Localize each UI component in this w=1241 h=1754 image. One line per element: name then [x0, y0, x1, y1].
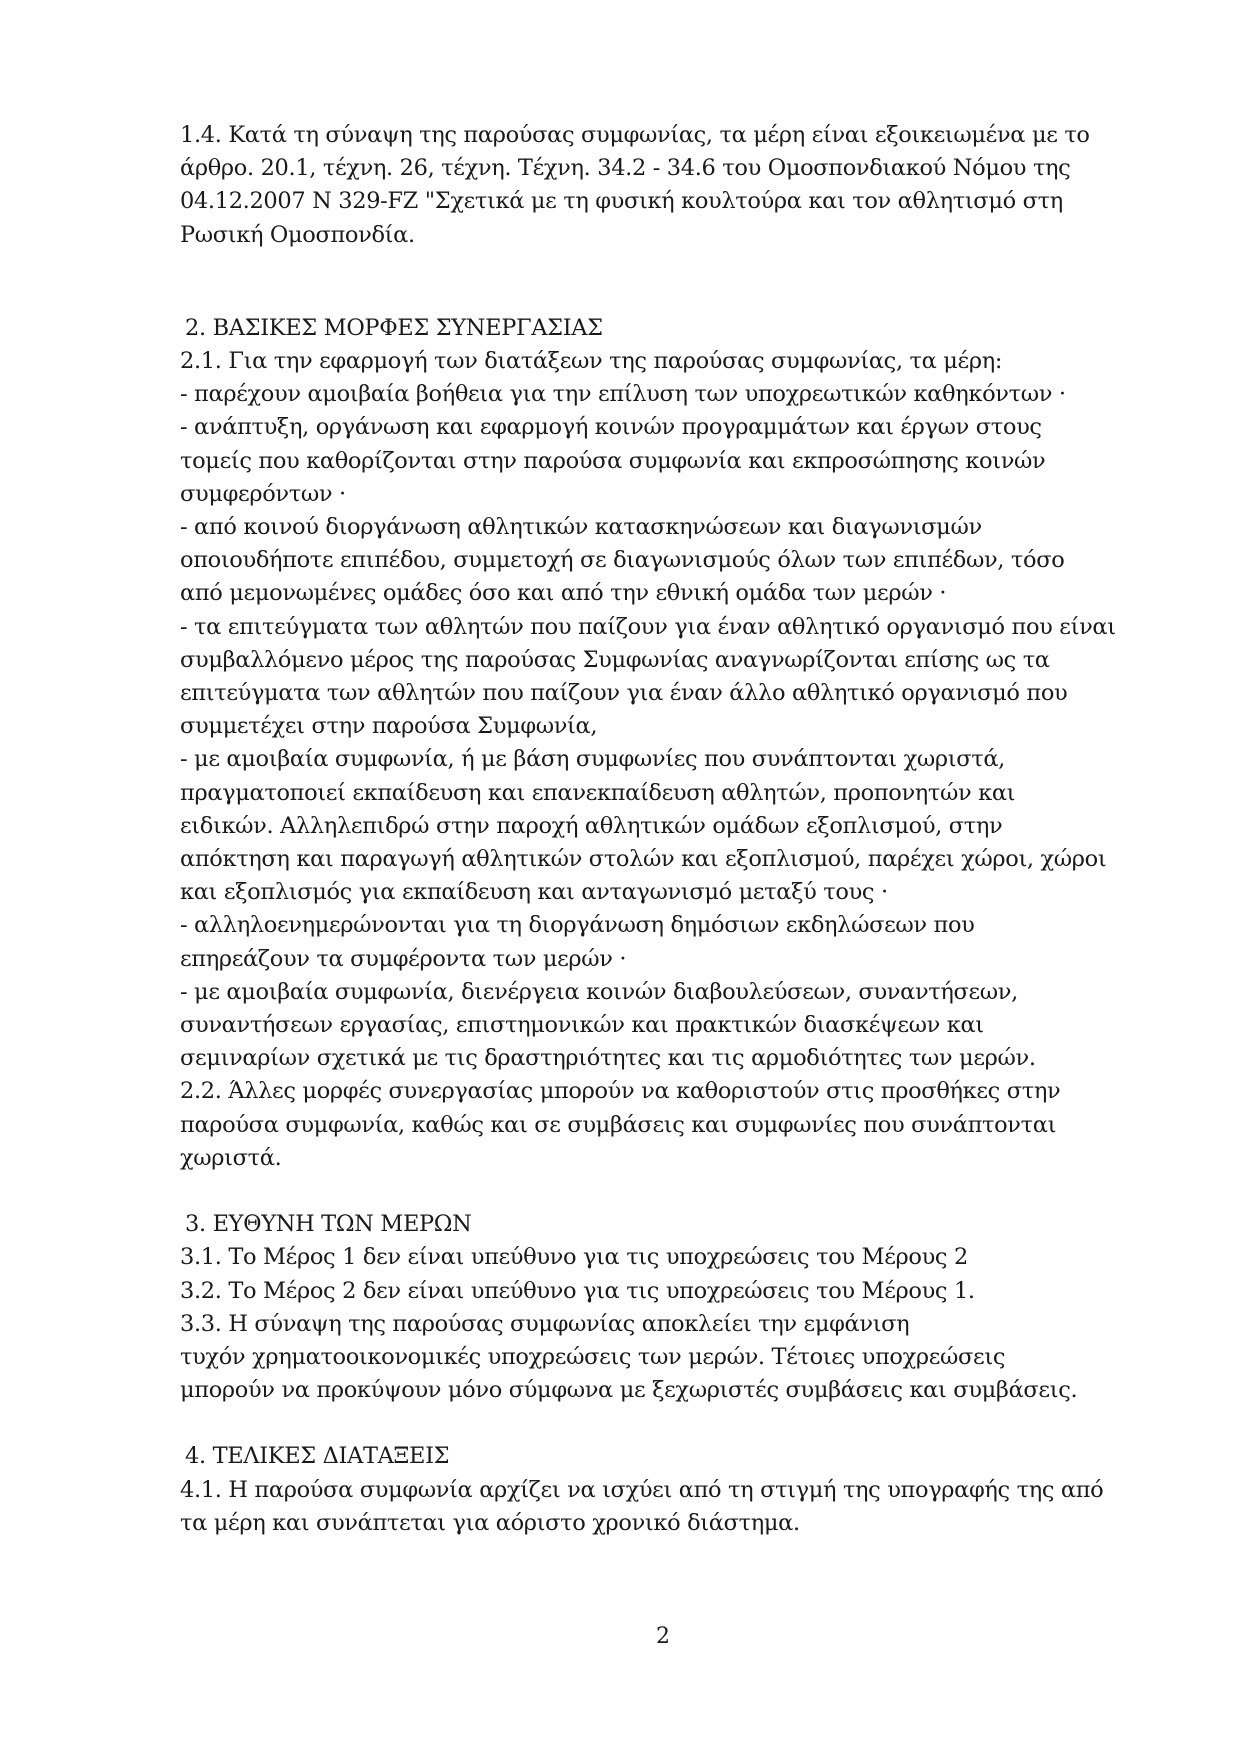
text-line: συμφερόντων · — [180, 480, 346, 507]
text-line: οποιουδήποτε επιπέδου, συμμετοχή σε διαγωνισμούς όλων των επιπέδων, τόσο — [180, 547, 1065, 574]
spacer — [180, 1407, 1160, 1440]
text-line: 1.4. Κατά τη σύναψη της παρούσας συμφωνίας, τα μέρη είναι εξοικειωμένα με το — [180, 122, 1090, 148]
text-line: - παρέχουν αμοιβαία βοήθεια για την επίλυση των υποχρεωτικών καθηκόντων · — [180, 381, 1066, 408]
text-line: συμμετέχει στην παρούσα Συμφωνία, — [180, 713, 598, 740]
section-3 — [180, 1208, 1160, 1407]
text-line: 2.1. Για την εφαρμογή των διατάξεων της παρούσας συμφωνίας, τα μέρη: — [180, 348, 1003, 375]
spacer — [180, 252, 1160, 312]
text-line: τυχόν χρηματοοικονομικές υποχρεώσεις των μερών. Τέτοιες υποχρεώσεις — [180, 1343, 1006, 1370]
section-heading: 2. ΒΑΣΙΚΕΣ ΜΟΡΦΕΣ ΣΥΝΕΡΓΑΣΙΑΣ — [185, 314, 603, 341]
paragraph-1-4 — [180, 119, 1160, 252]
text-line: 3.3. Η σύναψη της παρούσας συμφωνίας αποκλείει την εμφάνιση — [180, 1310, 910, 1337]
text-line: επιτεύγματα των αθλητών που παίζουν για έναν άλλο αθλητικό οργανισμό που — [180, 680, 1068, 707]
page-number: 2 — [656, 1624, 670, 1649]
text-line: 3.1. Το Μέρος 1 δεν είναι υπεύθυνο για τις υποχρεώσεις του Μέρους 2 — [180, 1244, 968, 1271]
text-line: ειδικών. Αλληλεπιδρώ στην παροχή αθλητικών ομάδων εξοπλισμού, στην — [180, 812, 1003, 839]
text-line: συμβαλλόμενο μέρος της παρούσας Συμφωνίας αναγνωρίζονται επίσης ως τα — [180, 646, 1050, 673]
document-body — [180, 119, 1160, 1540]
section-heading: 3. ΕΥΘΥΝΗ ΤΩΝ ΜΕΡΩΝ — [185, 1211, 472, 1238]
text-line: 2.2. Άλλες μορφές συνεργασίας μπορούν να καθοριστούν στις προσθήκες στην — [180, 1078, 1061, 1105]
text-line: απόκτηση και παραγωγή αθλητικών στολών και εξοπλισμού, παρέχει χώροι, χώροι — [180, 846, 1107, 873]
text-line: - ανάπτυξη, οργάνωση και εφαρμογή κοινών προγραμμάτων και έργων στους — [180, 414, 1042, 441]
spacer — [180, 1175, 1160, 1208]
text-line: συναντήσεων εργασίας, επιστημονικών και πρακτικών διασκέψεων και — [180, 1012, 984, 1039]
text-line: και εξοπλισμός για εκπαίδευση και ανταγωνισμό μεταξύ τους · — [180, 879, 888, 906]
text-line: άρθρο. 20.1, τέχνη. 26, τέχνη. Τέχνη. 34.2 - 34.6 του Ομοσπονδιακού Νόμου της — [180, 155, 1071, 182]
text-line: 4.1. Η παρούσα συμφωνία αρχίζει να ισχύει από τη στιγμή της υπογραφής της από — [180, 1476, 1104, 1503]
text-line: τομείς που καθορίζονται στην παρούσα συμφωνία και εκπροσώπησης κοινών — [180, 447, 1046, 474]
text-line: - αλληλοενημερώνονται για τη διοργάνωση δημόσιων εκδηλώσεων που — [180, 912, 975, 939]
text-line: - με αμοιβαία συμφωνία, διενέργεια κοινών διαβουλεύσεων, συναντήσεων, — [180, 978, 1018, 1005]
text-line: 3.2. Το Μέρος 2 δεν είναι υπεύθυνο για τις υποχρεώσεις του Μέρους 1. — [180, 1277, 975, 1304]
section-2 — [180, 312, 1160, 1175]
text-line: Ρωσική Ομοσπονδία. — [180, 221, 415, 248]
text-line: - τα επιτεύγματα των αθλητών που παίζουν για έναν αθλητικό οργανισμό που είναι — [180, 613, 1116, 640]
text-line: παρούσα συμφωνία, καθώς και σε συμβάσεις και συμφωνίες που συνάπτονται — [180, 1111, 1057, 1138]
text-line: από μεμονωμένες ομάδες όσο και από την εθνική ομάδα των μερών · — [180, 580, 947, 607]
text-line: τα μέρη και συνάπτεται για αόριστο χρονικό διάστημα. — [180, 1509, 800, 1536]
text-line: μπορούν να προκύψουν μόνο σύμφωνα με ξεχωριστές συμβάσεις και συμβάσεις. — [180, 1377, 1078, 1404]
text-line: - με αμοιβαία συμφωνία, ή με βάση συμφωνίες που συνάπτονται χωριστά, — [180, 746, 1005, 773]
text-line: 04.12.2007 N 329-FZ "Σχετικά με τη φυσική κουλτούρα και τον αθλητισμό στη — [180, 188, 1063, 215]
text-line: επηρεάζουν τα συμφέροντα των μερών · — [180, 945, 627, 972]
text-line: χωριστά. — [180, 1144, 282, 1171]
text-line: - από κοινού διοργάνωση αθλητικών κατασκηνώσεων και διαγωνισμών — [180, 514, 982, 541]
section-4 — [180, 1440, 1160, 1540]
text-line: σεμιναρίων σχετικά με τις δραστηριότητες και τις αρμοδιότητες των μερών. — [180, 1045, 1036, 1072]
section-heading: 4. ΤΕΛΙΚΕΣ ΔΙΑΤΑΞΕΙΣ — [185, 1443, 450, 1470]
text-line: πραγματοποιεί εκπαίδευση και επανεκπαίδευση αθλητών, προπονητών και — [180, 779, 1016, 806]
